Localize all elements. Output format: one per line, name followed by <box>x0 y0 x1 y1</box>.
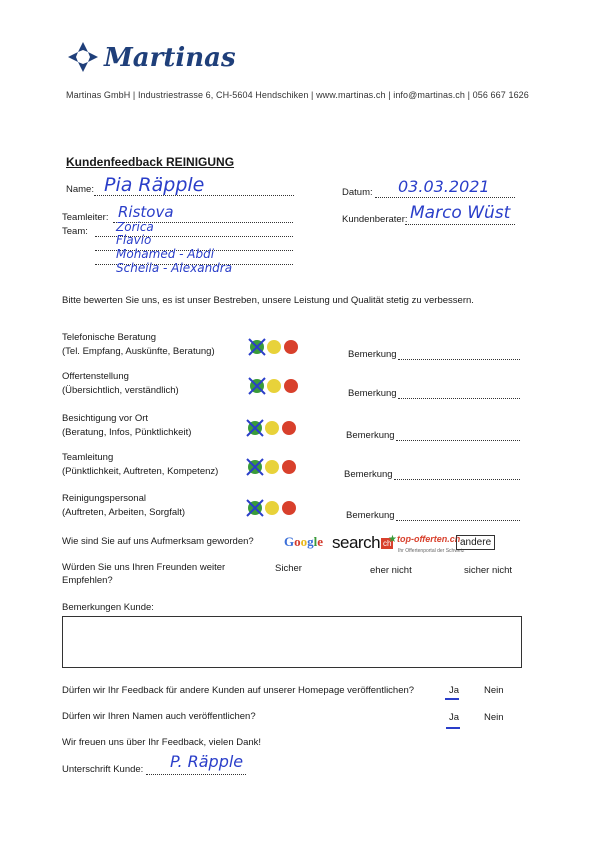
recommend-question-2: Empfehlen? <box>62 575 113 586</box>
cross-mark-icon <box>244 456 266 478</box>
martinas-logo-icon <box>66 40 100 79</box>
name-value: Pia Räpple <box>104 174 205 196</box>
recommend-option-sicher[interactable]: Sicher <box>275 563 302 574</box>
comments-box[interactable] <box>62 616 522 668</box>
criterion-title: Offertenstellung <box>62 371 129 382</box>
team-member: Mohamed - Abdi <box>116 247 215 261</box>
neutral-face-icon[interactable] <box>267 340 281 354</box>
star-icon: ★ <box>388 534 397 545</box>
kundenberater-label: Kundenberater: <box>342 214 408 225</box>
criterion-title: Teamleitung <box>62 452 114 463</box>
datum-value: 03.03.2021 <box>398 177 490 196</box>
team-member: Zorica <box>116 220 154 234</box>
criterion-subtitle: (Pünktlichkeit, Auftreten, Kompetenz) <box>62 466 219 477</box>
happy-face-icon[interactable] <box>248 501 262 515</box>
sad-face-icon[interactable] <box>282 460 296 474</box>
criterion-subtitle: (Tel. Empfang, Auskünfte, Beratung) <box>62 346 215 357</box>
bemerkung-label: Bemerkung <box>346 430 395 441</box>
criterion-subtitle: (Übersichtlich, verständlich) <box>62 385 179 396</box>
criterion-title: Besichtigung vor Ort <box>62 413 149 424</box>
team-member: Flavio <box>116 233 152 247</box>
bemerkung-label: Bemerkung <box>344 469 393 480</box>
homepage-ja-mark <box>445 698 459 700</box>
rating-faces <box>248 421 296 435</box>
bemerkung-line[interactable] <box>396 440 520 441</box>
search-text: search <box>332 533 381 552</box>
top-offerten-logo[interactable] <box>388 534 464 555</box>
name-label: Name: <box>66 184 94 195</box>
intro-text: Bitte bewerten Sie uns, es ist unser Bestreben, unsere Leistung und Qualität stetig zu verbessern. <box>62 295 474 306</box>
bemerkung-line[interactable] <box>394 479 520 480</box>
brand-name: Martinas <box>104 43 236 73</box>
search-ch-logo[interactable] <box>332 533 393 553</box>
thanks-text: Wir freuen uns über Ihr Feedback, vielen Dank! <box>62 737 262 748</box>
happy-face-icon[interactable] <box>248 421 262 435</box>
rating-faces <box>248 460 296 474</box>
bemerkung-label: Bemerkung <box>346 510 395 521</box>
happy-face-icon[interactable] <box>250 379 264 393</box>
search-tld: ch <box>383 538 392 548</box>
sad-face-icon[interactable] <box>284 379 298 393</box>
neutral-face-icon[interactable] <box>265 460 279 474</box>
homepage-nein[interactable]: Nein <box>484 685 504 696</box>
team-member: Scheila - Alexandra <box>116 261 233 275</box>
sad-face-icon[interactable] <box>284 340 298 354</box>
bemerkung-line[interactable] <box>398 359 520 360</box>
recommend-option-eher-nicht[interactable]: eher nicht <box>370 565 412 576</box>
datum-line <box>375 197 515 198</box>
kundenberater-value: Marco Wüst <box>410 203 511 223</box>
datum-label: Datum: <box>342 187 373 198</box>
neutral-face-icon[interactable] <box>265 421 279 435</box>
cross-mark-icon <box>246 336 268 358</box>
teamleiter-label: Teamleiter: <box>62 212 109 223</box>
kundenberater-line <box>405 224 515 225</box>
name-ja[interactable]: Ja <box>449 712 460 723</box>
criterion-title: Telefonische Beratung <box>62 332 157 343</box>
name-nein[interactable]: Nein <box>484 712 504 723</box>
bemerkung-label: Bemerkung <box>348 388 397 399</box>
homepage-ja[interactable]: Ja <box>449 685 460 696</box>
bemerkung-label: Bemerkung <box>348 349 397 360</box>
neutral-face-icon[interactable] <box>267 379 281 393</box>
contact-line: Martinas GmbH | Industriestrasse 6, CH-5604 Hendschiken | www.martinas.ch | info@martinas.ch | 056 667 1626 <box>66 90 529 100</box>
name-question: Dürfen wir Ihren Namen auch veröffentlichen? <box>62 711 256 722</box>
bemerkung-line[interactable] <box>396 520 520 521</box>
google-logo[interactable]: Google <box>284 534 324 549</box>
cross-mark-icon <box>244 417 266 439</box>
rating-faces <box>250 340 298 354</box>
recommend-option-sicher-nicht[interactable]: sicher nicht <box>464 565 513 576</box>
andere-option[interactable]: andere <box>456 535 495 550</box>
signature-label: Unterschrift Kunde: <box>62 764 144 775</box>
top-offerten-text: top-offerten.ch <box>396 534 461 544</box>
comments-label: Bemerkungen Kunde: <box>62 602 154 613</box>
neutral-face-icon[interactable] <box>265 501 279 515</box>
signature-line <box>146 774 246 775</box>
signature-value: P. Räpple <box>170 752 244 771</box>
teamleiter-value: Ristova <box>118 203 174 221</box>
name-ja-mark <box>446 727 460 729</box>
team-label: Team: <box>62 226 88 237</box>
happy-face-icon[interactable] <box>250 340 264 354</box>
criterion-title: Reinigungspersonal <box>62 493 146 504</box>
rating-faces <box>250 379 298 393</box>
homepage-question: Dürfen wir Ihr Feedback für andere Kunden auf unserer Homepage veröffentlichen? <box>62 685 415 696</box>
source-question: Wie sind Sie auf uns Aufmerksam geworden? <box>62 536 254 547</box>
top-offerten-sub: Ihr Offertenportal der Schweiz <box>398 548 465 554</box>
bemerkung-line[interactable] <box>398 398 520 399</box>
cross-mark-icon <box>244 497 266 519</box>
cross-mark-icon <box>246 375 268 397</box>
criterion-subtitle: (Auftreten, Arbeiten, Sorgfalt) <box>62 507 186 518</box>
form-title: Kundenfeedback REINIGUNG <box>66 155 235 169</box>
rating-faces <box>248 501 296 515</box>
criterion-subtitle: (Beratung, Infos, Pünktlichkeit) <box>62 427 192 438</box>
happy-face-icon[interactable] <box>248 460 262 474</box>
sad-face-icon[interactable] <box>282 421 296 435</box>
recommend-question-1: Würden Sie uns Ihren Freunden weiter <box>62 562 226 573</box>
sad-face-icon[interactable] <box>282 501 296 515</box>
